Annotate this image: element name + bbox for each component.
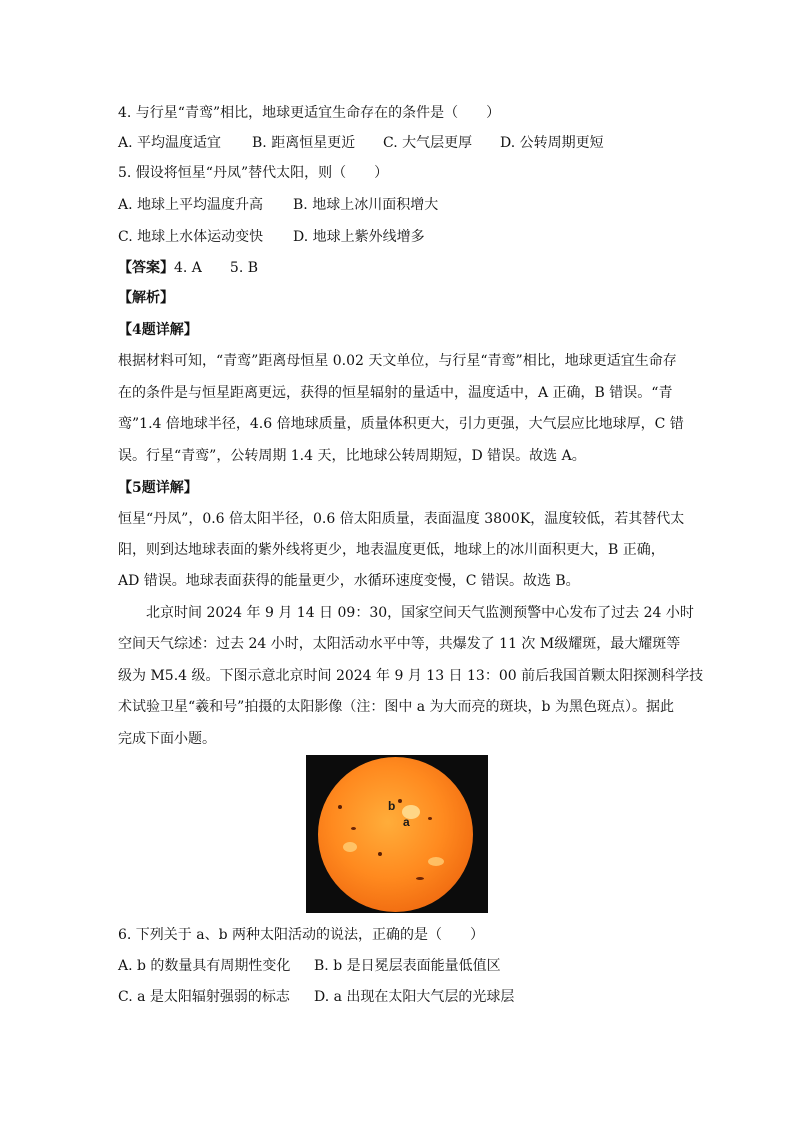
material-line-2: 空间天气综述：过去 24 小时，太阳活动水平中等，共爆发了 11 次 M级耀斑，最大耀斑等 bbox=[118, 636, 681, 652]
detail-5-line-2: 阳，则到达地球表面的紫外线将更少，地表温度更低，地球上的冰川面积更大，B 正确， bbox=[118, 542, 665, 558]
sunspot bbox=[428, 817, 432, 820]
sun-disk bbox=[318, 757, 473, 912]
q4-option-c: C. 大气层更厚 bbox=[383, 135, 473, 151]
sunspot bbox=[338, 805, 342, 809]
detail-5-line-1: 恒星“丹凤”，0.6 倍太阳半径，0.6 倍太阳质量，表面温度 3800K，温度较低，若其替代太 bbox=[118, 511, 685, 527]
answer-text: 4. A 5. B bbox=[174, 260, 259, 276]
sun-image bbox=[306, 755, 488, 913]
answer-label: 【答案】 bbox=[118, 260, 174, 276]
detail-4-line-4: 误。行星“青鸾”，公转周期 1.4 天，比地球公转周期短，D 错误。故选 A。 bbox=[118, 448, 586, 464]
material-line-4: 术试验卫星“羲和号”拍摄的太阳影像（注：图中 a 为大而亮的斑块，b 为黑色斑点）。据此 bbox=[118, 699, 674, 715]
question-5-stem: 5. 假设将恒星“丹凤”替代太阳，则（ ） bbox=[118, 165, 389, 181]
q5-option-d: D. 地球上紫外线增多 bbox=[293, 229, 425, 245]
sunspot bbox=[416, 877, 424, 880]
detail-4-line-3: 鸾”1.4 倍地球半径，4.6 倍地球质量，质量体积更大，引力更强，大气层应比地球厚，C 错 bbox=[118, 416, 684, 432]
sunspot bbox=[378, 852, 382, 856]
question-6-stem: 6. 下列关于 a、b 两种太阳活动的说法，正确的是（ ） bbox=[118, 927, 485, 943]
q5-option-b: B. 地球上冰川面积增大 bbox=[293, 197, 439, 213]
sunspot bbox=[351, 827, 356, 830]
q4-option-a: A. 平均温度适宜 bbox=[118, 135, 222, 151]
question-6-options-row2 bbox=[118, 987, 514, 1007]
question-4-options bbox=[118, 133, 604, 153]
q4-option-b: B. 距离恒星更近 bbox=[252, 135, 356, 151]
question-5-options-row1 bbox=[118, 195, 438, 215]
label-a: a bbox=[403, 815, 410, 829]
q5-option-c: C. 地球上水体运动变快 bbox=[118, 229, 264, 245]
q6-option-c: C. a 是太阳辐射强弱的标志 bbox=[118, 989, 290, 1005]
q5-option-a: A. 地球上平均温度升高 bbox=[118, 197, 264, 213]
sunspot bbox=[398, 799, 402, 803]
question-4-stem: 4. 与行星“青鸾”相比，地球更适宜生命存在的条件是（ ） bbox=[118, 105, 501, 121]
label-b: b bbox=[388, 799, 396, 813]
bright-plage bbox=[343, 842, 357, 852]
material-line-3: 级为 M5.4 级。下图示意北京时间 2024 年 9 月 13 日 13：00 前后我国首颗太阳探测科学技 bbox=[118, 668, 704, 684]
detail-4-label: 【4题详解】 bbox=[118, 322, 198, 338]
analysis-label: 【解析】 bbox=[118, 290, 174, 306]
bright-plage bbox=[428, 857, 444, 866]
detail-4-line-1: 根据材料可知，“青鸾”距离母恒星 0.02 天文单位，与行星“青鸾”相比，地球更适宜生命存 bbox=[118, 353, 677, 369]
detail-5-line-3: AD 错误。地球表面获得的能量更少，水循环速度变慢，C 错误。故选 B。 bbox=[118, 573, 580, 589]
material-line-1: 北京时间 2024 年 9 月 14 日 09：30，国家空间天气监测预警中心发布了过去 24 小时 bbox=[146, 605, 694, 621]
detail-5-label: 【5题详解】 bbox=[118, 480, 198, 496]
answer-line bbox=[118, 258, 258, 278]
question-5-options-row2 bbox=[118, 227, 425, 247]
q4-option-d: D. 公转周期更短 bbox=[500, 135, 604, 151]
material-line-5: 完成下面小题。 bbox=[118, 731, 216, 747]
question-6-options-row1 bbox=[118, 956, 501, 976]
q6-option-a: A. b 的数量具有周期性变化 bbox=[118, 958, 291, 974]
detail-4-line-2: 在的条件是与恒星距离更远，获得的恒星辐射的量适中，温度适中，A 正确，B 错误。“青 bbox=[118, 385, 673, 401]
q6-option-b: B. b 是日冕层表面能量低值区 bbox=[314, 958, 501, 974]
q6-option-d: D. a 出现在太阳大气层的光球层 bbox=[314, 989, 515, 1005]
